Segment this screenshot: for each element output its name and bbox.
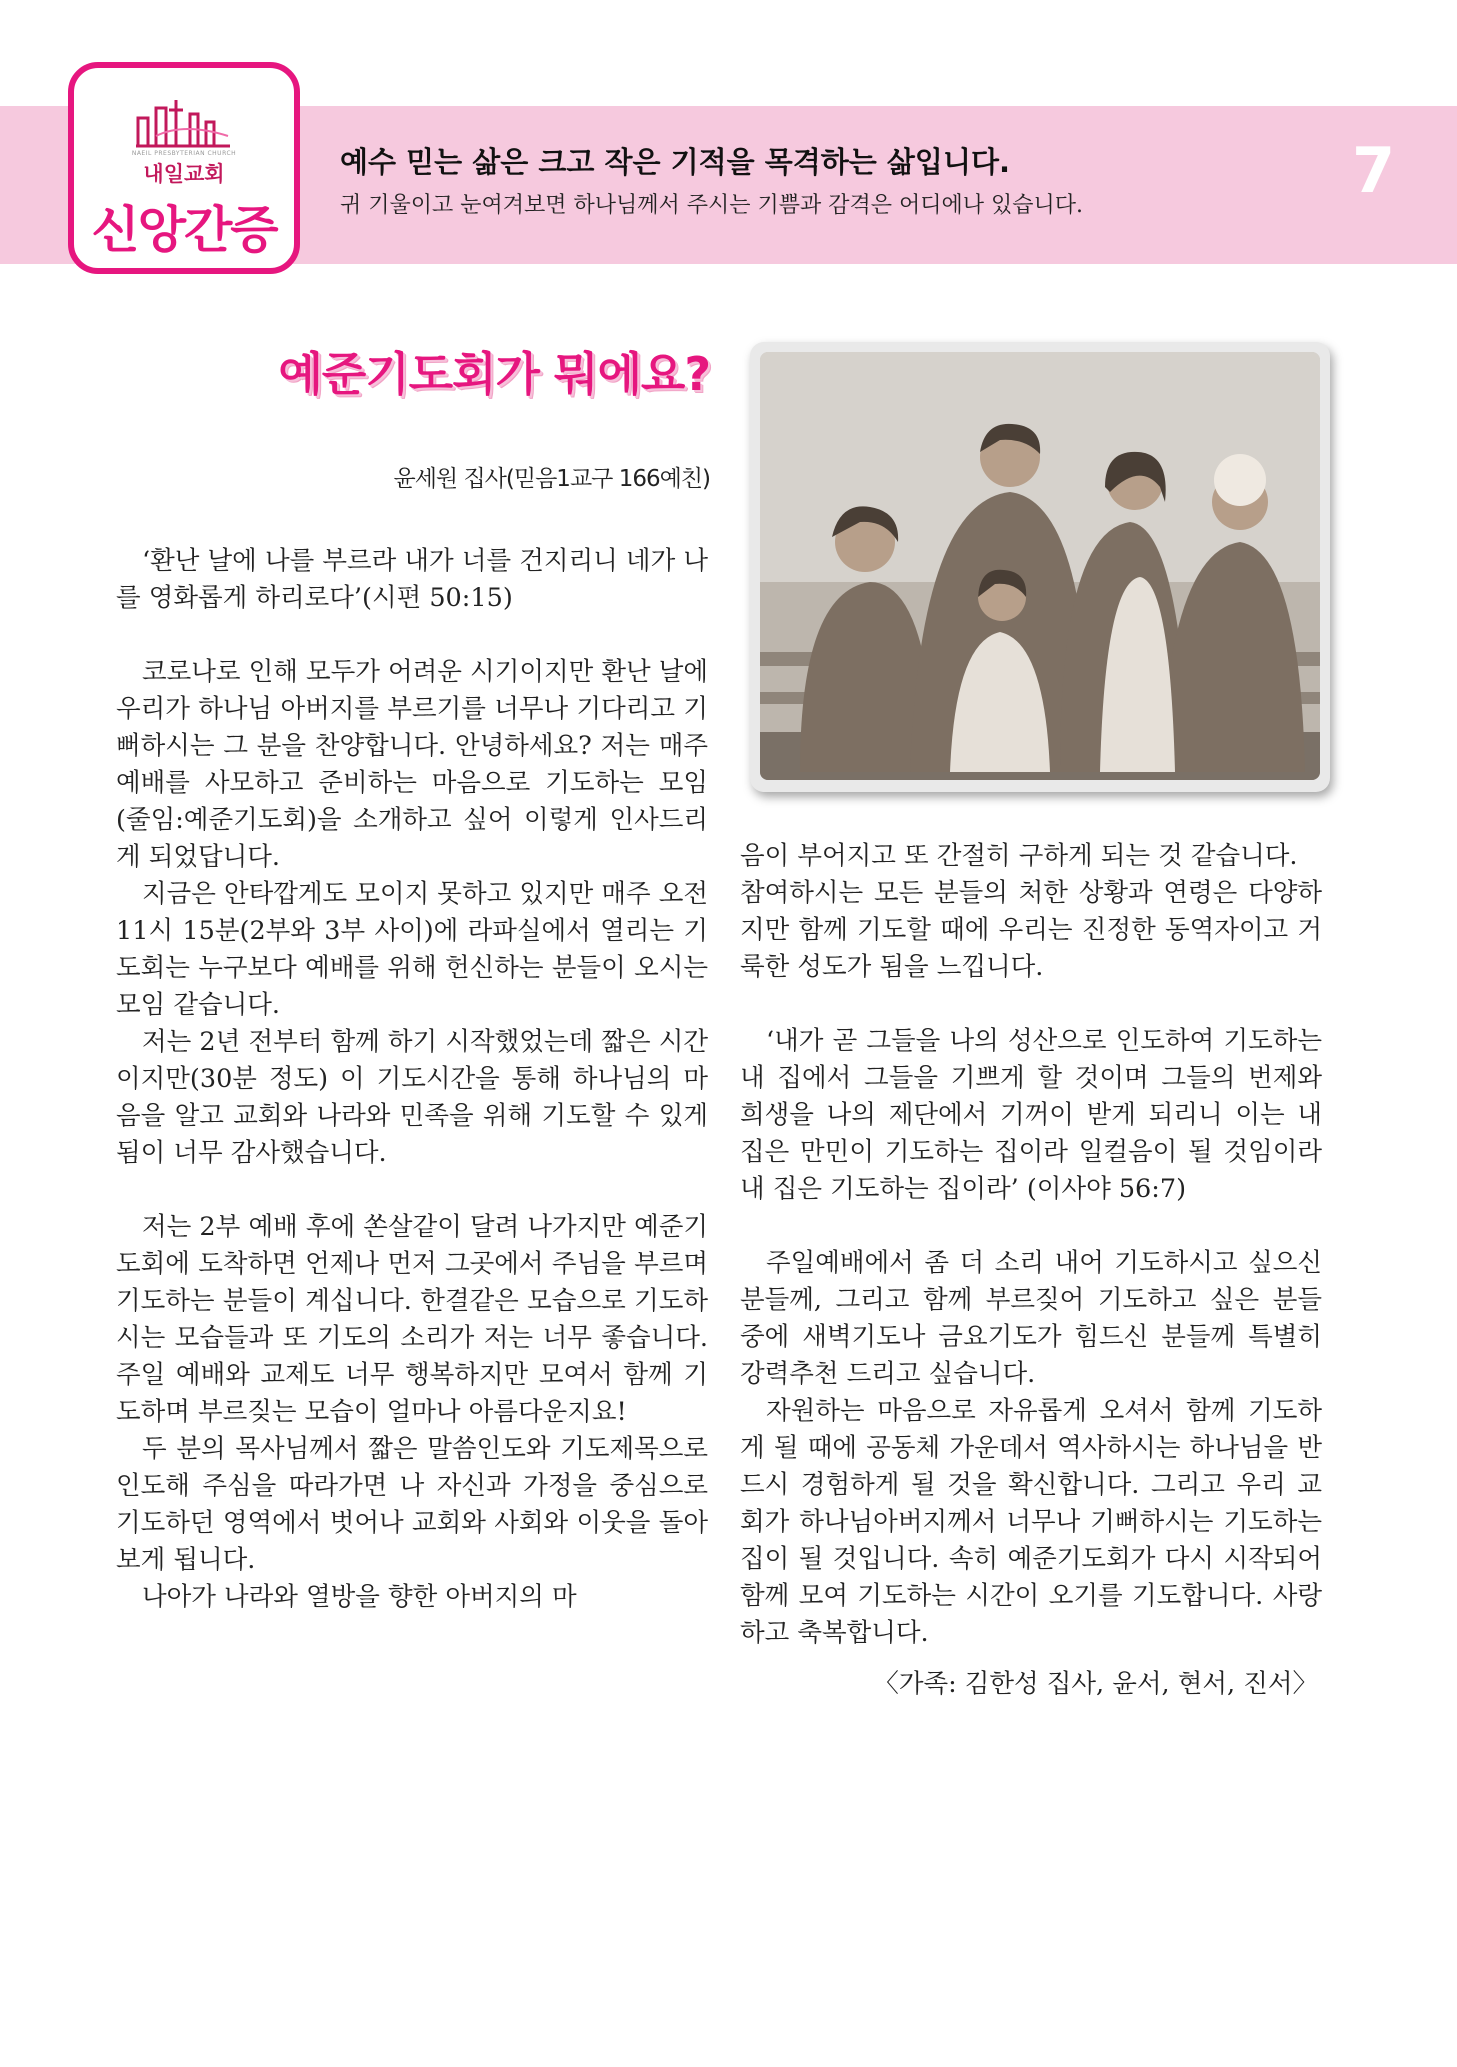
left-column	[116, 543, 708, 1616]
paragraph: 지금은 안타깝게도 모이지 못하고 있지만 매주 오전 11시 15분(2부와 3부 사이)에 라파실에서 열리는 기도회는 누구보다 예배를 위해 헌신하는 분들이 오시는 모임 같습니다.	[116, 879, 708, 1020]
paragraph: ‘환난 날에 나를 부르라 내가 너를 건지리니 네가 나를 영화롭게 하리로다’(시편 50:15)	[116, 546, 708, 613]
paragraph: 자원하는 마음으로 자유롭게 오셔서 함께 기도하게 될 때에 공동체 가운데서 역사하시는 하나님을 반드시 경험하게 될 것을 확신합니다. 그리고 우리 교회가 하나님아버지께서 너무나 기뻐하시는 기도하는 집이 될 것입니다. 속히 예준기도회가 다시 시작되어 함께 모여 기도하는 시간이 오기를 기도합니다. 사랑하고 축복합니다.	[740, 1396, 1322, 1648]
paragraph: 코로나로 인해 모두가 어려운 시기이지만 환난 날에 우리가 하나님 아버지를 부르기를 너무나 기다리고 기뻐하시는 그 분을 찬양합니다. 안녕하세요? 저는 매주 예배를 사모하고 준비하는 마음으로 기도하는 모임(줄임:예준기도회)을 소개하고 싶어 이렇게 인사드리게 되었답니다.	[116, 657, 708, 872]
paragraph: ‘내가 곧 그들을 나의 성산으로 인도하여 기도하는 내 집에서 그들을 기쁘게 할 것이며 그들의 번제와 희생을 나의 제단에서 기꺼이 받게 되리니 이는 내 집은 만민이 기도하는 집이라 일컬음이 될 것임이라 내 집은 기도하는 집이라’ (이사야 56:7)	[740, 1026, 1322, 1204]
logo-subtitle: NAEIL PRESBYTERIAN CHURCH	[131, 150, 237, 157]
family-photo	[760, 352, 1320, 780]
section-logo-badge	[68, 62, 300, 274]
header-headline: 예수 믿는 삶은 크고 작은 기적을 목격하는 삶입니다.	[340, 145, 1010, 179]
family-members: 〈가족: 김한성 집사, 윤서, 현서, 진서〉	[873, 1669, 1318, 1699]
paragraph: 저는 2부 예배 후에 쏜살같이 달려 나가지만 예준기도회에 도착하면 언제나 먼저 그곳에서 주님을 부르며 기도하는 분들이 계십니다. 한결같은 모습으로 기도하시는 모습들과 또 기도의 소리가 저는 너무 좋습니다. 주일 예배와 교제도 너무 행복하지만 모여서 함께 기도하며 부르짖는 모습이 얼마나 아름다운지요!	[116, 1212, 708, 1427]
paragraph: 참여하시는 모든 분들의 처한 상황과 연령은 다양하지만 함께 기도할 때에 우리는 진정한 동역자이고 거룩한 성도가 됨을 느낍니다.	[740, 878, 1322, 982]
church-skyline-icon	[134, 96, 234, 148]
page-number: 7	[1352, 134, 1396, 207]
paragraph: 음이 부어지고 또 간절히 구하게 되는 것 같습니다.	[740, 841, 1298, 871]
paragraph: 저는 2년 전부터 함께 하기 시작했었는데 짧은 시간이지만(30분 정도) 이 기도시간을 통해 하나님의 마음을 알고 교회와 나라와 민족을 위해 기도할 수 있게 됨이 너무 감사했습니다.	[116, 1027, 708, 1168]
section-title: 신앙간증	[91, 201, 277, 259]
paragraph: 두 분의 목사님께서 짧은 말씀인도와 기도제목으로 인도해 주심을 따라가면 나 자신과 가정을 중심으로 기도하던 영역에서 벗어나 교회와 사회와 이웃을 돌아보게 됩니다.	[116, 1434, 708, 1575]
article-author: 윤세원 집사(믿음1교구 166예친)	[393, 466, 710, 492]
family-photo-frame	[750, 342, 1330, 792]
paragraph: 나아가 나라와 열방을 향한 아버지의 마	[142, 1582, 577, 1612]
header-subline: 귀 기울이고 눈여겨보면 하나님께서 주시는 기쁨과 감격은 어디에나 있습니다.	[340, 193, 1084, 218]
logo-church-name: 내일교회	[143, 162, 225, 186]
article-title: 예준기도회가 뭐에요?	[278, 347, 710, 401]
right-column	[740, 838, 1322, 1703]
paragraph: 주일예배에서 좀 더 소리 내어 기도하시고 싶으신 분들께, 그리고 함께 부르짖어 기도하고 싶은 분들 중에 새벽기도나 금요기도가 힘드신 분들께 특별히 강력추천 드리고 싶습니다.	[740, 1248, 1322, 1389]
